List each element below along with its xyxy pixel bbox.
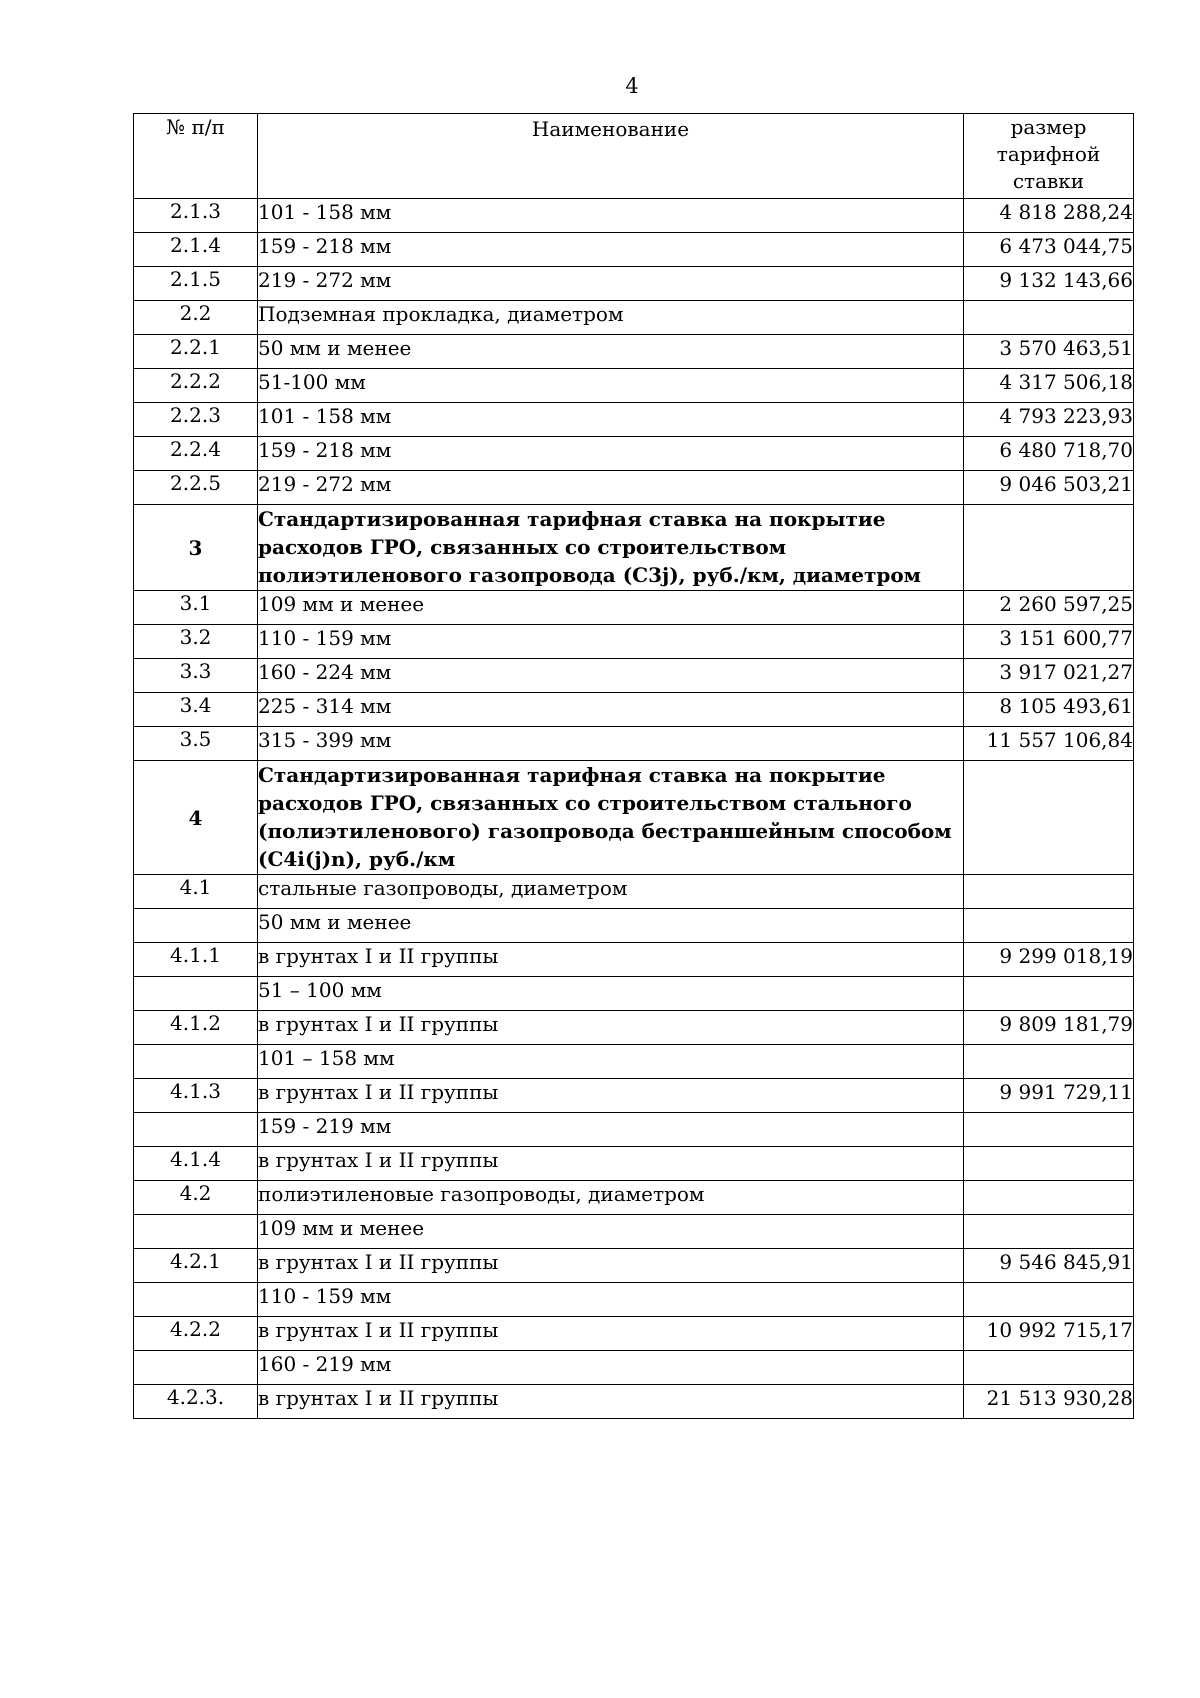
table-row [134,1351,1134,1385]
row-name-cell: в грунтах I и II группы [258,1249,964,1283]
header-name: Наименование [258,114,964,199]
table-row [134,1215,1134,1249]
table-row [134,727,1134,761]
row-number-cell: 2.2.2 [134,369,258,403]
row-name-cell: 101 - 158 мм [258,403,964,437]
table-row [134,1079,1134,1113]
section-row [134,761,1134,875]
row-number-cell: 4.1.1 [134,943,258,977]
row-name-cell: 225 - 314 мм [258,693,964,727]
table-row [134,1011,1134,1045]
row-name-cell: в грунтах I и II группы [258,943,964,977]
row-number-cell: 2.1.3 [134,199,258,233]
table-row [134,1147,1134,1181]
row-value-cell: 4 818 288,24 [964,199,1134,233]
row-number-cell: 4.1.3 [134,1079,258,1113]
row-name-cell: 219 - 272 мм [258,267,964,301]
table-row [134,1385,1134,1419]
row-number-cell: 2.2.5 [134,471,258,505]
row-value-cell [964,1215,1134,1249]
row-value-cell [964,301,1134,335]
table-row [134,301,1134,335]
row-number-cell [134,1113,258,1147]
row-value-cell: 11 557 106,84 [964,727,1134,761]
table-row [134,1317,1134,1351]
table-row [134,1249,1134,1283]
row-number-cell [134,1351,258,1385]
row-number-cell: 3.4 [134,693,258,727]
row-value-cell: 3 917 021,27 [964,659,1134,693]
table-row [134,977,1134,1011]
row-value-cell [964,875,1134,909]
row-value-cell: 21 513 930,28 [964,1385,1134,1419]
table-row [134,1283,1134,1317]
row-name-cell: стальные газопроводы, диаметром [258,875,964,909]
row-name-cell: 101 – 158 мм [258,1045,964,1079]
table-row [134,437,1134,471]
row-number-cell: 3.1 [134,591,258,625]
row-value-cell: 9 809 181,79 [964,1011,1134,1045]
row-number-cell [134,1283,258,1317]
row-number-cell: 3 [134,505,258,591]
table-row [134,1113,1134,1147]
row-number-cell: 3.5 [134,727,258,761]
row-name-cell: 159 - 218 мм [258,437,964,471]
row-value-cell [964,977,1134,1011]
tariff-table [133,113,1134,1419]
row-value-cell [964,505,1134,591]
row-number-cell: 2.2.4 [134,437,258,471]
row-name-cell: в грунтах I и II группы [258,1079,964,1113]
table-row [134,267,1134,301]
row-value-cell: 4 793 223,93 [964,403,1134,437]
table-row [134,909,1134,943]
row-number-cell: 2.2.3 [134,403,258,437]
table-row [134,659,1134,693]
row-value-cell: 9 132 143,66 [964,267,1134,301]
row-name-cell: 160 - 224 мм [258,659,964,693]
row-name-cell: 160 - 219 мм [258,1351,964,1385]
table-row [134,875,1134,909]
table-row [134,1045,1134,1079]
row-name-cell: 110 - 159 мм [258,1283,964,1317]
row-value-cell: 6 473 044,75 [964,233,1134,267]
header-number: № п/п [134,114,258,199]
row-value-cell [964,1351,1134,1385]
row-value-cell [964,1181,1134,1215]
row-name-cell: Стандартизированная тарифная ставка на покрытие расходов ГРО, связанных со строительством полиэтиленового газопровода (С3j), руб./км, диаметром [258,505,964,591]
row-name-cell: в грунтах I и II группы [258,1011,964,1045]
row-value-cell [964,761,1134,875]
row-number-cell [134,977,258,1011]
row-value-cell: 10 992 715,17 [964,1317,1134,1351]
table-row [134,591,1134,625]
row-name-cell: 50 мм и менее [258,335,964,369]
row-value-cell: 8 105 493,61 [964,693,1134,727]
table-row [134,199,1134,233]
table-body [134,199,1134,1419]
table-row [134,471,1134,505]
row-name-cell: Стандартизированная тарифная ставка на покрытие расходов ГРО, связанных со строительством стального (полиэтиленового) газопровода бестраншейным способом (С4i(j)n), руб./км [258,761,964,875]
row-name-cell: 159 - 219 мм [258,1113,964,1147]
row-number-cell [134,1045,258,1079]
row-value-cell: 9 991 729,11 [964,1079,1134,1113]
row-name-cell: 315 - 399 мм [258,727,964,761]
table-row [134,1181,1134,1215]
table-row [134,693,1134,727]
row-number-cell: 3.3 [134,659,258,693]
row-name-cell: 110 - 159 мм [258,625,964,659]
section-row [134,505,1134,591]
row-value-cell: 9 299 018,19 [964,943,1134,977]
table-header-row [134,114,1134,199]
row-number-cell: 4.1 [134,875,258,909]
row-value-cell [964,1283,1134,1317]
row-value-cell: 9 046 503,21 [964,471,1134,505]
row-value-cell [964,1113,1134,1147]
row-name-cell: 101 - 158 мм [258,199,964,233]
row-name-cell: в грунтах I и II группы [258,1385,964,1419]
row-number-cell: 4 [134,761,258,875]
row-number-cell: 2.1.4 [134,233,258,267]
row-name-cell: в грунтах I и II группы [258,1317,964,1351]
table-row [134,335,1134,369]
table-row [134,233,1134,267]
row-number-cell [134,1215,258,1249]
table-row [134,403,1134,437]
table-row [134,943,1134,977]
row-number-cell: 4.2 [134,1181,258,1215]
row-name-cell: 51-100 мм [258,369,964,403]
header-value: размер тарифной ставки [964,114,1134,199]
row-name-cell: Подземная прокладка, диаметром [258,301,964,335]
table-row [134,369,1134,403]
row-number-cell: 2.2.1 [134,335,258,369]
row-number-cell: 4.1.4 [134,1147,258,1181]
row-value-cell: 9 546 845,91 [964,1249,1134,1283]
row-name-cell: 159 - 218 мм [258,233,964,267]
row-name-cell: в грунтах I и II группы [258,1147,964,1181]
row-number-cell: 4.2.2 [134,1317,258,1351]
row-value-cell: 2 260 597,25 [964,591,1134,625]
row-number-cell: 3.2 [134,625,258,659]
row-number-cell: 4.1.2 [134,1011,258,1045]
row-number-cell: 2.1.5 [134,267,258,301]
row-value-cell: 6 480 718,70 [964,437,1134,471]
row-number-cell: 4.2.1 [134,1249,258,1283]
row-name-cell: 219 - 272 мм [258,471,964,505]
row-value-cell [964,1045,1134,1079]
row-value-cell [964,909,1134,943]
row-number-cell [134,909,258,943]
row-name-cell: 109 мм и менее [258,591,964,625]
row-number-cell: 4.2.3. [134,1385,258,1419]
row-name-cell: 51 – 100 мм [258,977,964,1011]
row-name-cell: полиэтиленовые газопроводы, диаметром [258,1181,964,1215]
table-row [134,625,1134,659]
row-value-cell: 4 317 506,18 [964,369,1134,403]
row-value-cell: 3 570 463,51 [964,335,1134,369]
row-name-cell: 50 мм и менее [258,909,964,943]
row-value-cell: 3 151 600,77 [964,625,1134,659]
row-name-cell: 109 мм и менее [258,1215,964,1249]
page-number: 4 [625,74,639,98]
row-number-cell: 2.2 [134,301,258,335]
row-value-cell [964,1147,1134,1181]
